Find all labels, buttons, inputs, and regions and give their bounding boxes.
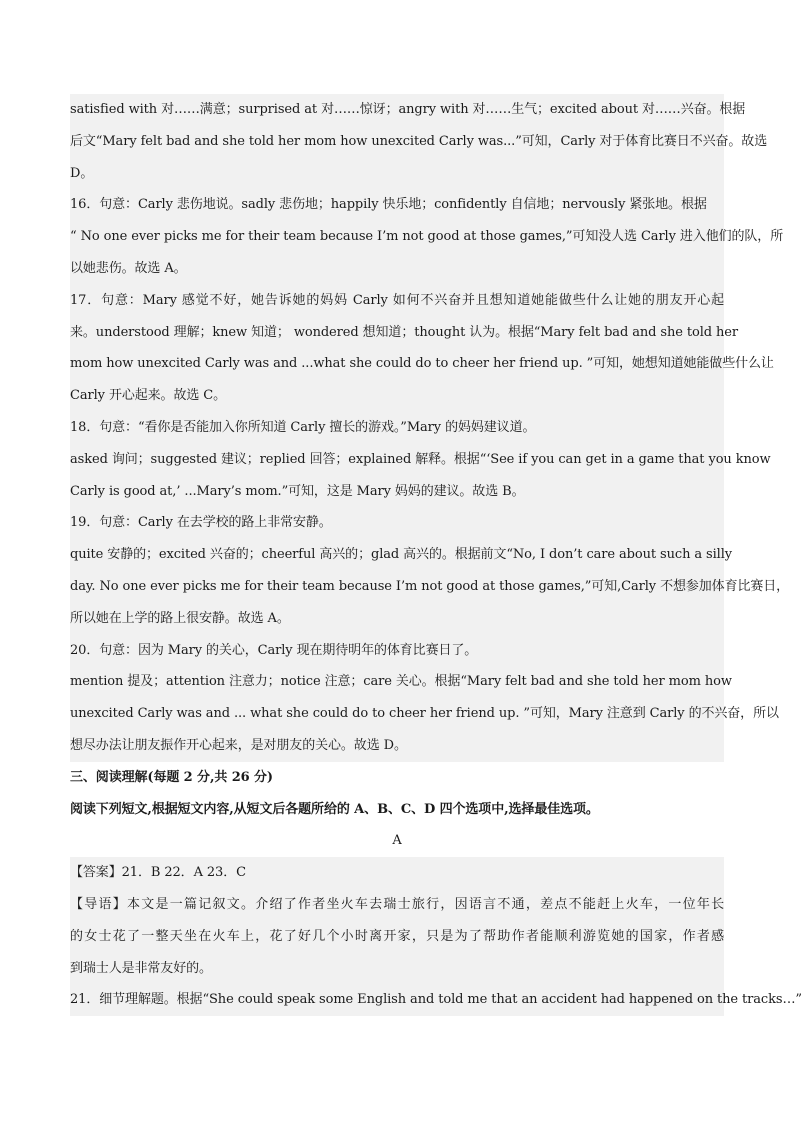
text-line: mention 提及；attention 注意力；notice 注意；care 关心。根据“Mary felt bad and she told her mom how — [70, 666, 724, 698]
text-line: 到瑞士人是非常友好的。 — [70, 953, 724, 985]
text-line: asked 询问；suggested 建议；replied 回答；explained 解释。根据“‘See if you can get in a game that you know — [70, 444, 724, 476]
text-line: 18．句意：“看你是否能加入你所知道 Carly 擅长的游戏。”Mary 的妈妈建议道。 — [70, 412, 724, 444]
text-line: 【导语】本文是一篇记叙文。介绍了作者坐火车去瑞士旅行，因语言不通，差点不能赶上火车，一位年长 — [70, 889, 724, 921]
text-line: mom how unexcited Carly was and ...what she could do to cheer her friend up. ”可知，她想知道她能做些什么让 — [70, 348, 724, 380]
text-line: 19．句意：Carly 在去学校的路上非常安静。 — [70, 507, 724, 539]
text-line: “ No one ever picks me for their team because I’m not good at those games,”可知没人选 Carly 进入他们的队，所 — [70, 221, 724, 253]
text-line: quite 安静的；excited 兴奋的；cheerful 高兴的；glad 高兴的。根据前文“No, I don’t care about such a silly — [70, 539, 724, 571]
document-page — [70, 94, 802, 1016]
text-line: 三、阅读理解(每题 2 分,共 26 分) — [70, 769, 273, 785]
text-line: 阅读下列短文,根据短文内容,从短文后各题所给的 A、B、C、D 四个选项中,选择最佳选项。 — [70, 801, 599, 817]
text-line: 以她悲伤。故选 A。 — [70, 253, 724, 285]
text-line: 的女士花了一整天坐在火车上，花了好几个小时离开家，只是为了帮助作者能顺利游览她的国家，作者感 — [70, 921, 724, 953]
text-line: unexcited Carly was and ... what she could do to cheer her friend up. ”可知，Mary 注意到 Carly 的不兴奋，所以 — [70, 698, 724, 730]
text-line: 后文“Mary felt bad and she told her mom how unexcited Carly was...”可知，Carly 对于体育比赛日不兴奋。故选 — [70, 126, 724, 158]
text-line: D。 — [70, 158, 724, 190]
text-line: 21．细节理解题。根据“She could speak some English and told me that an accident had happened on the tracks…” — [70, 984, 724, 1016]
text-line: 来。understood 理解；knew 知道； wondered 想知道；thought 认为。根据“Mary felt bad and she told her — [70, 317, 724, 349]
text-line: 所以她在上学的路上很安静。故选 A。 — [70, 603, 724, 635]
text-line: 20．句意：因为 Mary 的关心，Carly 现在期待明年的体育比赛日了。 — [70, 635, 724, 667]
text-line: day. No one ever picks me for their team because I’m not good at those games,”可知,Carly 不想参加体育比赛日， — [70, 571, 724, 603]
text-line: A — [392, 833, 402, 849]
text-line: Carly is good at,’ ...Mary’s mom.”可知，这是 Mary 妈妈的建议。故选 B。 — [70, 476, 724, 508]
text-line: Carly 开心起来。故选 C。 — [70, 380, 724, 412]
text-line: 【答案】21．B 22．A 23．C — [70, 857, 724, 889]
text-line: satisfied with 对……满意；surprised at 对……惊讶；angry with 对……生气；excited about 对……兴奋。根据 — [70, 94, 724, 126]
text-line: 17．句意：Mary 感觉不好，她告诉她的妈妈 Carly 如何不兴奋并且想知道她能做些什么让她的朋友开心起 — [70, 285, 724, 317]
text-line: 想尽办法让朋友振作开心起来，是对朋友的关心。故选 D。 — [70, 730, 724, 762]
text-line: 16．句意：Carly 悲伤地说。sadly 悲伤地；happily 快乐地；confidently 自信地；nervously 紧张地。根据 — [70, 189, 724, 221]
